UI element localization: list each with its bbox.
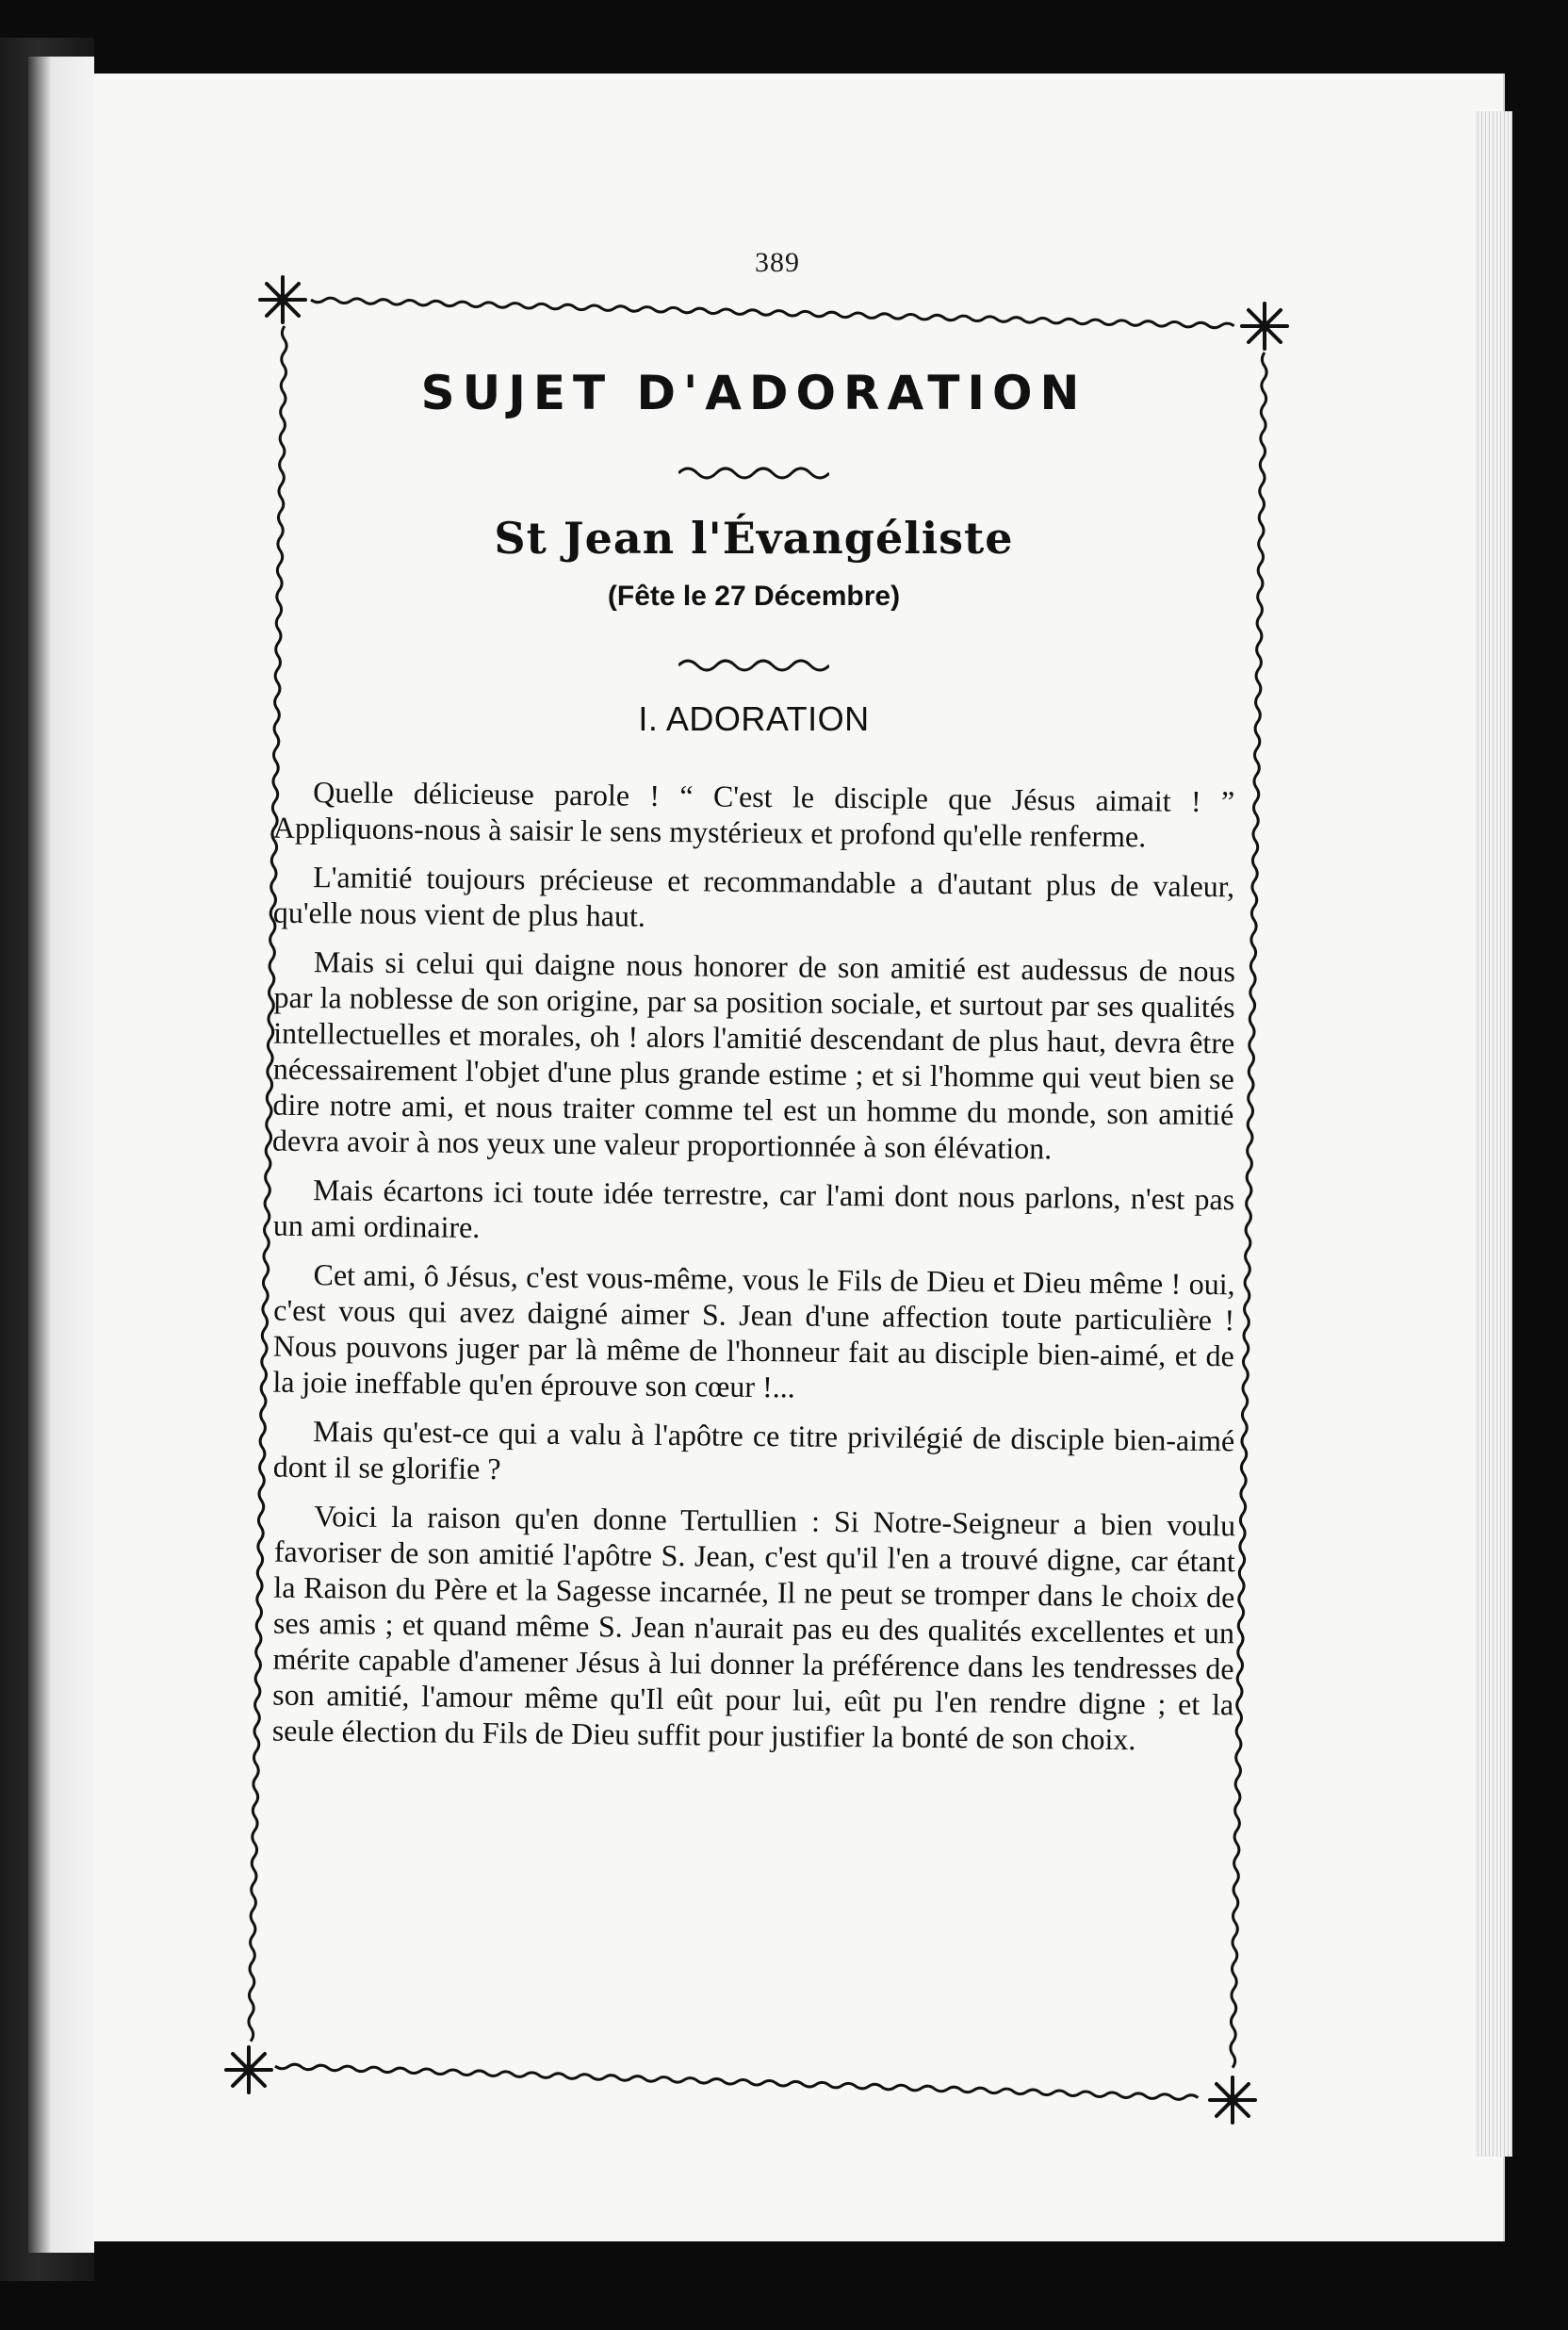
corner-star-icon	[1238, 300, 1291, 353]
paragraph: L'amitié toujours précieuse et recommandable a d'autant plus de valeur, qu'elle nous vient de plus haut.	[272, 860, 1235, 933]
corner-star-icon	[1206, 2074, 1259, 2126]
section-heading: I. ADORATION	[638, 699, 870, 738]
corner-star-icon	[222, 2043, 275, 2096]
paragraph: Cet ami, ô Jésus, c'est vous-même, vous le Fils de Dieu et Dieu même ! oui, c'est vous qui avez daigné aimer S. Jean d'une affection toute particulière ! Nous pouvons juger par là même de l'honneur fait au disciple bien-aimé, et de la joie ineffable qu'en éprouve son cœur !...	[272, 1257, 1235, 1404]
paragraph: Voici la raison qu'en donne Tertullien : Si Notre-Seigneur a bien voulu favoriser de son amitié l'apôtre S. Jean, c'est qu'il l'en a trouvé digne, car étant la Raison du Père et la Sagesse incarnée, Il ne peut se tromper dans le choix de ses amis ; et quand même S. Jean n'aurait pas eu des qualités excellentes et un mérite capable d'amener Jésus à lui donner la préférence dans les tendresses de son amitié, l'amour même qu'Il eût pour lui, eût pu l'en rendre digne ; et la seule élection du Fils de Dieu suffit pour justifier la bonté de son choix.	[271, 1499, 1236, 1757]
page-number: 389	[755, 247, 800, 278]
paragraph: Mais si celui qui daigne nous honorer de son amitié est audessus de nous par la noblesse de son origine, par sa position sociale, et surtout par ses qualités intellectuelles et morales, oh ! alors l'amitié descendant de plus haut, devra être nécessairement l'objet d'une plus grande estime ; et si l'homme qui veut bien se dire notre ami, et nous traiter comme tel est un homme du monde, son amitié devra avoir à nos yeux une valeur proportionnée à son élévation.	[271, 944, 1236, 1166]
main-title: SUJET D'ADORATION	[420, 366, 1087, 420]
page-stack-edge	[1475, 111, 1512, 2157]
paragraph: Mais qu'est-ce qui a valu à l'apôtre ce titre privilégié de disciple bien-aimé dont il se glorifie ?	[272, 1414, 1235, 1486]
feast-date: (Fête le 27 Décembre)	[607, 581, 901, 612]
subtitle-ornament	[678, 656, 829, 675]
saint-name: St Jean l'Évangéliste	[494, 513, 1014, 564]
page-content	[273, 358, 1234, 1766]
previous-page-edge	[28, 57, 94, 2253]
title-ornament	[678, 464, 829, 483]
paragraph: Mais écartons ici toute idée terrestre, car l'ami dont nous parlons, n'est pas un ami ordinaire.	[272, 1173, 1235, 1244]
corner-star-icon	[256, 273, 309, 326]
paragraph: Quelle délicieuse parole ! “ C'est le disciple que Jésus aimait ! ” Appliquons-nous à saisir le sens mystérieux et profond qu'elle renferme.	[272, 775, 1235, 854]
